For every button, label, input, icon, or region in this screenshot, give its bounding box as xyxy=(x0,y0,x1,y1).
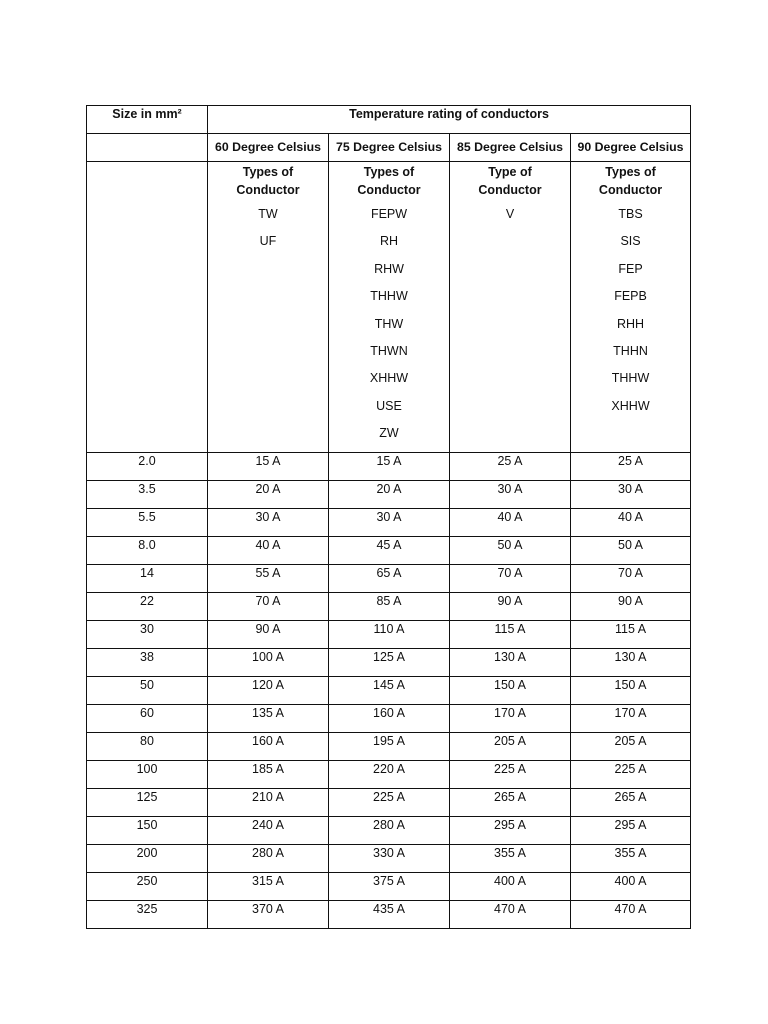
ampacity-cell xyxy=(329,873,450,901)
temperature-60: 60 Degree Celsius xyxy=(215,140,321,154)
ampacity-cell xyxy=(329,509,450,537)
ampacity-value: 85 A xyxy=(376,594,402,608)
temperature-cell xyxy=(208,134,329,162)
ampacity-value: 130 A xyxy=(494,650,526,664)
conductor-type: FEP xyxy=(618,261,643,276)
size-header: Size in mm² xyxy=(112,107,182,121)
conductor-type-list xyxy=(450,201,570,228)
ampacity-value: 30 A xyxy=(255,510,281,524)
temperature-cell xyxy=(450,134,571,162)
ampacity-value: 205 A xyxy=(494,734,526,748)
size-value: 80 xyxy=(140,734,154,748)
table-row xyxy=(87,481,691,509)
size-cell xyxy=(87,453,208,481)
ampacity-value: 375 A xyxy=(373,874,405,888)
table-row xyxy=(87,733,691,761)
size-value: 3.5 xyxy=(138,482,156,496)
table-row xyxy=(87,705,691,733)
header-row-title xyxy=(87,106,691,134)
size-value: 22 xyxy=(140,594,154,608)
size-value: 325 xyxy=(136,902,158,916)
size-value: 125 xyxy=(136,790,158,804)
conductor-type: THHN xyxy=(613,343,648,358)
conductor-type-heading-line: Conductor xyxy=(478,183,542,197)
ampacity-value: 50 A xyxy=(618,538,644,552)
size-value: 8.0 xyxy=(138,538,156,552)
rating-header: Temperature rating of conductors xyxy=(349,107,549,121)
ampacity-cell xyxy=(329,649,450,677)
ampacity-value: 70 A xyxy=(255,594,281,608)
ampacity-value: 240 A xyxy=(252,818,284,832)
size-cell xyxy=(87,845,208,873)
conductor-type-heading-line: Type of xyxy=(488,165,532,179)
ampacity-value: 225 A xyxy=(373,790,405,804)
ampacity-cell xyxy=(329,845,450,873)
temperature-cell xyxy=(571,134,691,162)
conductor-type-heading-line: Conductor xyxy=(236,183,300,197)
ampacity-value: 150 A xyxy=(614,678,647,692)
ampacity-cell xyxy=(450,453,571,481)
conductor-type-heading xyxy=(208,163,328,199)
size-cell xyxy=(87,901,208,929)
ampacity-cell xyxy=(571,593,691,621)
conductor-type: SIS xyxy=(620,234,641,249)
ampacity-cell xyxy=(329,621,450,649)
size-value: 50 xyxy=(140,678,154,692)
size-value: 5.5 xyxy=(138,510,156,524)
ampacity-cell xyxy=(208,621,329,649)
size-cell xyxy=(87,481,208,509)
conductor-type: V xyxy=(505,207,515,221)
conductor-type: THHW xyxy=(611,371,650,386)
ampacity-cell xyxy=(329,733,450,761)
ampacity-value: 185 A xyxy=(252,762,284,776)
conductor-type-heading xyxy=(329,163,449,199)
ampacity-value: 30 A xyxy=(497,482,523,496)
ampacity-cell xyxy=(208,901,329,929)
ampacity-value: 30 A xyxy=(376,510,402,524)
ampacity-cell xyxy=(450,901,571,929)
ampacity-cell xyxy=(450,537,571,565)
ampacity-value: 70 A xyxy=(497,566,523,580)
ampacity-cell xyxy=(329,705,450,733)
ampacity-cell xyxy=(208,873,329,901)
ampacity-value: 160 A xyxy=(373,706,405,720)
conductor-types-cell xyxy=(450,162,571,453)
size-value: 150 xyxy=(136,818,158,832)
ampacity-cell xyxy=(329,901,450,929)
rating-header-cell xyxy=(208,106,691,134)
ampacity-value: 115 A xyxy=(614,622,647,636)
ampacity-cell xyxy=(208,761,329,789)
size-cell xyxy=(87,789,208,817)
header-row-temperatures xyxy=(87,134,691,162)
ampacity-cell xyxy=(208,593,329,621)
conductor-type: RHH xyxy=(616,316,645,331)
ampacity-cell xyxy=(208,509,329,537)
table-row xyxy=(87,565,691,593)
ampacity-value: 45 A xyxy=(376,538,402,552)
conductor-type: FEPB xyxy=(614,289,647,304)
size-cell xyxy=(87,593,208,621)
ampacity-value: 265 A xyxy=(494,790,526,804)
ampacity-cell xyxy=(208,705,329,733)
ampacity-cell xyxy=(571,677,691,705)
size-value: 30 xyxy=(140,622,154,636)
size-cell xyxy=(87,733,208,761)
ampacity-cell xyxy=(571,817,691,845)
ampacity-cell xyxy=(450,621,571,649)
ampacity-value: 210 A xyxy=(252,790,284,804)
ampacity-cell xyxy=(329,453,450,481)
ampacity-cell xyxy=(208,733,329,761)
ampacity-value: 330 A xyxy=(373,846,405,860)
size-cell xyxy=(87,537,208,565)
ampacity-value: 355 A xyxy=(494,846,526,860)
ampacity-cell xyxy=(571,873,691,901)
ampacity-value: 295 A xyxy=(494,818,526,832)
ampacity-cell xyxy=(329,761,450,789)
ampacity-value: 160 A xyxy=(252,734,284,748)
conductor-type: XHHW xyxy=(611,398,650,413)
temperature-90: 90 Degree Celsius xyxy=(577,140,684,154)
ampacity-cell xyxy=(329,537,450,565)
conductor-type: THWN xyxy=(370,343,408,358)
ampacity-value: 195 A xyxy=(373,734,405,748)
ampacity-cell xyxy=(571,537,691,565)
conductor-type-list xyxy=(329,201,449,448)
ampacity-value: 40 A xyxy=(618,510,644,524)
ampacity-table-body xyxy=(87,106,691,929)
conductor-type: TBS xyxy=(618,207,643,221)
ampacity-value: 135 A xyxy=(252,706,284,720)
ampacity-cell xyxy=(571,509,691,537)
ampacity-cell xyxy=(329,593,450,621)
ampacity-value: 225 A xyxy=(614,762,647,776)
ampacity-cell xyxy=(329,481,450,509)
ampacity-cell xyxy=(571,649,691,677)
ampacity-cell xyxy=(450,873,571,901)
ampacity-value: 315 A xyxy=(252,874,284,888)
ampacity-cell xyxy=(450,481,571,509)
table-row xyxy=(87,901,691,929)
ampacity-cell xyxy=(450,509,571,537)
ampacity-cell xyxy=(450,761,571,789)
size-cell xyxy=(87,817,208,845)
conductor-types-cell xyxy=(329,162,450,453)
size-value: 60 xyxy=(140,706,154,720)
ampacity-cell xyxy=(450,565,571,593)
ampacity-value: 100 A xyxy=(252,650,284,664)
ampacity-cell xyxy=(208,537,329,565)
size-value: 2.0 xyxy=(138,454,156,468)
conductor-type-heading-line: Types of xyxy=(363,165,415,179)
ampacity-value: 25 A xyxy=(618,454,644,468)
table-row xyxy=(87,453,691,481)
ampacity-cell xyxy=(329,817,450,845)
ampacity-value: 20 A xyxy=(376,482,402,496)
conductor-type-heading-line: Types of xyxy=(605,165,656,179)
size-cell xyxy=(87,873,208,901)
table-row xyxy=(87,677,691,705)
conductor-types-cell xyxy=(571,162,691,453)
ampacity-cell xyxy=(571,481,691,509)
ampacity-cell xyxy=(571,453,691,481)
ampacity-value: 295 A xyxy=(614,818,647,832)
ampacity-value: 220 A xyxy=(373,762,405,776)
ampacity-cell xyxy=(208,453,329,481)
ampacity-cell xyxy=(571,845,691,873)
size-value: 200 xyxy=(136,846,158,860)
ampacity-cell xyxy=(571,733,691,761)
conductor-type-list xyxy=(571,201,690,420)
ampacity-value: 30 A xyxy=(618,482,644,496)
size-header-cell xyxy=(87,106,208,134)
conductor-type: THHW xyxy=(370,289,408,304)
size-cell xyxy=(87,705,208,733)
ampacity-cell xyxy=(208,817,329,845)
conductor-type: FEPW xyxy=(370,207,408,221)
ampacity-cell xyxy=(208,481,329,509)
ampacity-value: 470 A xyxy=(614,902,647,916)
ampacity-value: 115 A xyxy=(494,622,526,636)
ampacity-value: 120 A xyxy=(252,678,284,692)
ampacity-cell xyxy=(571,761,691,789)
ampacity-value: 400 A xyxy=(494,874,526,888)
ampacity-cell xyxy=(450,845,571,873)
table-row xyxy=(87,817,691,845)
size-value: 250 xyxy=(136,874,158,888)
ampacity-value: 40 A xyxy=(255,538,281,552)
ampacity-cell xyxy=(208,565,329,593)
conductor-type-heading-line: Conductor xyxy=(357,183,421,197)
size-cell xyxy=(87,761,208,789)
conductor-type: UF xyxy=(259,234,277,249)
ampacity-cell xyxy=(450,789,571,817)
ampacity-value: 150 A xyxy=(494,678,526,692)
ampacity-value: 170 A xyxy=(494,706,526,720)
conductor-types-cell xyxy=(208,162,329,453)
ampacity-value: 40 A xyxy=(497,510,523,524)
ampacity-value: 265 A xyxy=(614,790,647,804)
ampacity-cell xyxy=(450,733,571,761)
table-row xyxy=(87,593,691,621)
ampacity-value: 55 A xyxy=(255,566,281,580)
conductor-type-heading xyxy=(571,163,690,199)
ampacity-cell xyxy=(208,649,329,677)
ampacity-value: 70 A xyxy=(618,566,644,580)
ampacity-value: 65 A xyxy=(376,566,402,580)
conductor-type: THW xyxy=(374,316,404,331)
conductor-type-heading xyxy=(450,163,570,199)
empty-cell xyxy=(87,134,208,162)
table-row xyxy=(87,537,691,565)
ampacity-value: 280 A xyxy=(373,818,405,832)
size-cell xyxy=(87,677,208,705)
ampacity-cell xyxy=(571,621,691,649)
ampacity-cell xyxy=(208,789,329,817)
conductor-type-heading-line: Conductor xyxy=(598,183,663,197)
ampacity-table xyxy=(86,105,691,929)
temperature-cell xyxy=(329,134,450,162)
size-value: 14 xyxy=(140,566,154,580)
ampacity-cell xyxy=(450,817,571,845)
ampacity-value: 50 A xyxy=(497,538,523,552)
ampacity-cell xyxy=(450,677,571,705)
conductor-type: TW xyxy=(258,207,278,221)
temperature-75: 75 Degree Celsius xyxy=(336,140,442,154)
table-row xyxy=(87,789,691,817)
ampacity-value: 370 A xyxy=(252,902,284,916)
ampacity-value: 280 A xyxy=(252,846,284,860)
ampacity-value: 145 A xyxy=(373,678,405,692)
conductor-type-heading-line: Types of xyxy=(242,165,294,179)
table-row xyxy=(87,621,691,649)
table-row xyxy=(87,761,691,789)
table-row xyxy=(87,649,691,677)
size-value: 38 xyxy=(140,650,154,664)
ampacity-value: 110 A xyxy=(373,622,405,636)
ampacity-value: 435 A xyxy=(373,902,405,916)
ampacity-cell xyxy=(208,677,329,705)
ampacity-value: 225 A xyxy=(494,762,526,776)
ampacity-value: 90 A xyxy=(497,594,523,608)
size-cell xyxy=(87,565,208,593)
ampacity-value: 25 A xyxy=(497,454,523,468)
ampacity-value: 90 A xyxy=(618,594,644,608)
conductor-type: ZW xyxy=(379,426,399,441)
conductor-type: RH xyxy=(379,234,399,249)
conductor-type: USE xyxy=(376,398,402,413)
empty-cell xyxy=(87,162,208,453)
conductor-type: XHHW xyxy=(369,371,409,386)
ampacity-cell xyxy=(571,901,691,929)
ampacity-cell xyxy=(450,649,571,677)
ampacity-value: 130 A xyxy=(614,650,647,664)
size-cell xyxy=(87,649,208,677)
size-cell xyxy=(87,621,208,649)
ampacity-value: 355 A xyxy=(614,846,647,860)
size-cell xyxy=(87,509,208,537)
ampacity-cell xyxy=(208,845,329,873)
ampacity-value: 15 A xyxy=(376,454,402,468)
ampacity-value: 470 A xyxy=(494,902,526,916)
ampacity-value: 170 A xyxy=(614,706,647,720)
ampacity-cell xyxy=(329,565,450,593)
ampacity-value: 205 A xyxy=(614,734,647,748)
ampacity-cell xyxy=(571,789,691,817)
conductor-types-row xyxy=(87,162,691,453)
size-value: 100 xyxy=(136,762,158,776)
table-row xyxy=(87,873,691,901)
ampacity-value: 20 A xyxy=(255,482,281,496)
table-row xyxy=(87,845,691,873)
ampacity-cell xyxy=(329,677,450,705)
ampacity-cell xyxy=(571,565,691,593)
temperature-85: 85 Degree Celsius xyxy=(457,140,563,154)
ampacity-cell xyxy=(450,705,571,733)
conductor-type: RHW xyxy=(374,261,404,276)
ampacity-value: 400 A xyxy=(614,874,647,888)
ampacity-cell xyxy=(571,705,691,733)
ampacity-value: 15 A xyxy=(255,454,281,468)
ampacity-value: 90 A xyxy=(255,622,281,636)
ampacity-cell xyxy=(329,789,450,817)
conductor-type-list xyxy=(208,201,328,256)
table-row xyxy=(87,509,691,537)
ampacity-cell xyxy=(450,593,571,621)
ampacity-value: 125 A xyxy=(373,650,405,664)
